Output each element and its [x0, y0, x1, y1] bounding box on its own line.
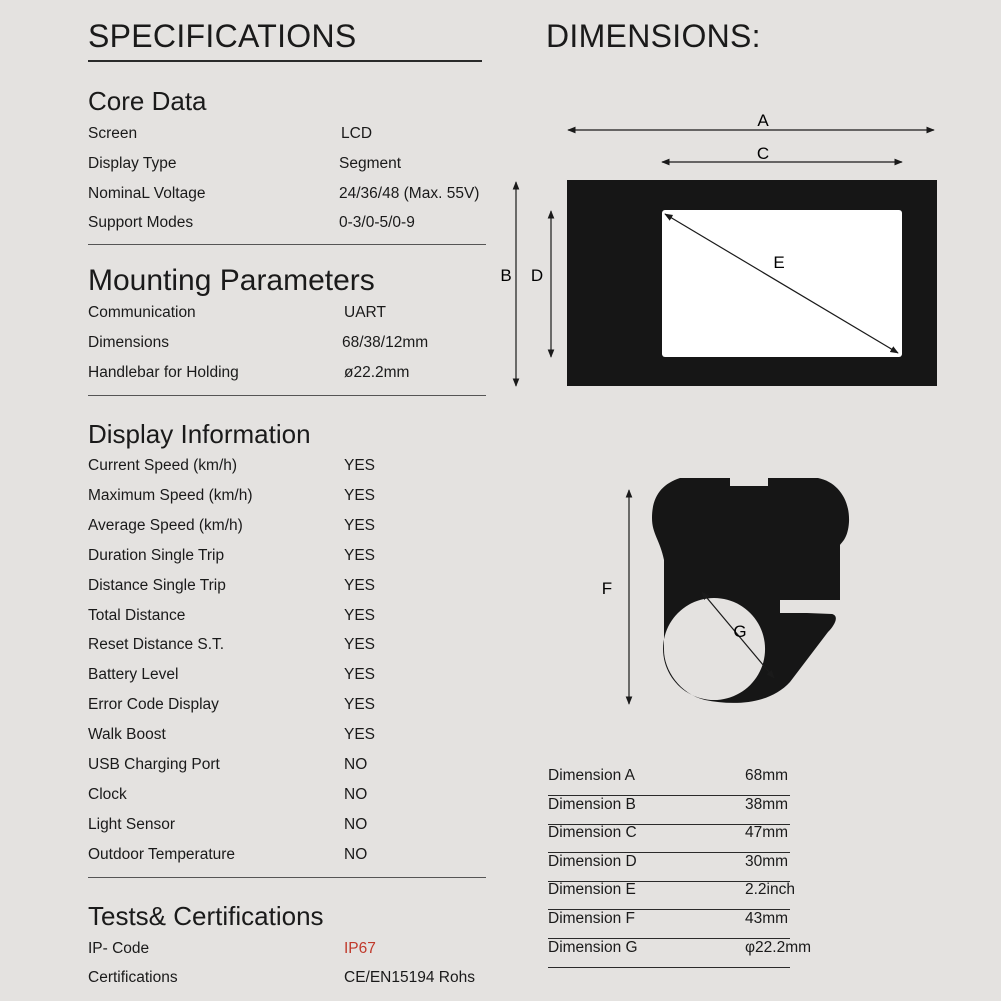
mounting-title: Mounting Parameters — [88, 264, 375, 297]
core-row-screen — [88, 125, 488, 155]
row-value: NO — [344, 785, 368, 803]
row-value: YES — [344, 696, 376, 714]
row-label: Total Distance — [88, 606, 186, 624]
dimension-label: Dimension E — [548, 881, 636, 899]
row-label: Reset Distance S.T. — [88, 636, 225, 654]
dimensions-heading: DIMENSIONS: — [546, 18, 761, 54]
label-f: F — [601, 579, 613, 598]
dimension-value: 38mm — [745, 795, 789, 813]
dimension-value: 30mm — [745, 852, 789, 870]
clamp-slot — [780, 600, 850, 613]
row-label: Current Speed (km/h) — [88, 457, 238, 474]
core-row-support-modes — [88, 214, 488, 244]
display-row-clock — [88, 786, 488, 816]
dimension-a-row — [548, 767, 790, 796]
display-info-title: Display Information — [88, 419, 311, 449]
mount-row-communication — [88, 304, 488, 334]
label-e: E — [773, 253, 785, 272]
ip-code-value: IP67 — [344, 940, 376, 957]
row-label: Support Modes — [88, 214, 194, 231]
dimension-b-row — [548, 796, 790, 825]
dimension-value: 2.2inch — [745, 881, 795, 899]
display-row-outdoor-temperature — [88, 846, 488, 876]
row-label: Display Type — [88, 155, 177, 172]
section-divider — [88, 395, 486, 396]
dimension-value: 47mm — [745, 824, 789, 842]
dimension-e-row — [548, 881, 795, 910]
label-a: A — [757, 111, 769, 130]
row-label: USB Charging Port — [88, 756, 220, 773]
row-value: LCD — [341, 125, 373, 142]
row-value: YES — [344, 516, 376, 534]
row-label: Average Speed (km/h) — [88, 516, 243, 534]
display-row-distance-single-trip — [88, 577, 488, 607]
dimension-value: φ22.2mm — [745, 938, 812, 956]
mount-row-dimensions — [88, 334, 488, 364]
row-label: Error Code Display — [88, 696, 219, 714]
display-row-total-distance — [88, 607, 488, 637]
label-c: C — [756, 144, 770, 163]
dimension-c-row — [548, 824, 790, 853]
row-label: Dimensions — [88, 334, 169, 351]
row-label: NominaL Voltage — [88, 185, 206, 202]
display-row-battery-level — [88, 666, 488, 696]
core-data-title: Core Data — [88, 86, 207, 116]
row-label: Distance Single Trip — [88, 576, 226, 594]
row-value: YES — [344, 457, 376, 474]
row-label: Certifications — [88, 969, 178, 986]
row-value: NO — [344, 815, 368, 833]
clamp-dimension-diagram — [590, 470, 860, 720]
row-label: Screen — [88, 125, 138, 142]
row-value: YES — [344, 576, 376, 594]
row-label: Outdoor Temperature — [88, 845, 236, 863]
dimension-value: 68mm — [745, 767, 789, 784]
row-value: YES — [344, 726, 376, 744]
dimension-g-row — [548, 938, 812, 968]
dimension-label: Dimension D — [548, 852, 637, 870]
tests-title: Tests& Certifications — [88, 901, 324, 931]
display-row-maximum-speed — [88, 487, 488, 517]
heading-underline — [88, 60, 482, 62]
display-row-duration-single-trip — [88, 547, 488, 577]
specifications-heading: SPECIFICATIONS — [88, 18, 357, 54]
tests-row-certifications — [88, 969, 488, 999]
dimension-label: Dimension A — [548, 767, 636, 784]
label-b: B — [500, 266, 512, 285]
dimension-d-row — [548, 853, 790, 882]
dimension-label: Dimension B — [548, 795, 636, 813]
display-row-error-code-display — [88, 696, 488, 726]
row-label: Duration Single Trip — [88, 546, 225, 564]
row-label: Battery Level — [88, 666, 179, 684]
row-label: Walk Boost — [88, 726, 166, 744]
row-label: Handlebar for Holding — [88, 364, 239, 381]
row-value: YES — [344, 666, 376, 684]
display-row-light-sensor — [88, 816, 488, 846]
display-row-usb-charging-port — [88, 756, 488, 786]
dimension-label: Dimension G — [548, 938, 638, 956]
display-row-walk-boost — [88, 726, 488, 756]
row-value: YES — [344, 486, 376, 504]
row-value: Segment — [339, 155, 402, 172]
display-row-current-speed — [88, 457, 488, 487]
section-divider — [88, 877, 486, 878]
row-label: Maximum Speed (km/h) — [88, 486, 253, 504]
clamp-body — [652, 478, 849, 703]
row-value: YES — [344, 606, 376, 624]
core-row-voltage — [88, 185, 488, 215]
mount-row-handlebar — [88, 364, 488, 394]
row-label: Light Sensor — [88, 815, 176, 833]
row-value: CE/EN15194 Rohs — [344, 969, 475, 986]
row-value: 24/36/48 (Max. 55V) — [339, 185, 480, 202]
display-row-reset-distance — [88, 636, 488, 666]
row-value: NO — [344, 845, 368, 863]
dimension-value: 43mm — [745, 910, 789, 927]
row-value: YES — [344, 546, 376, 564]
row-value: UART — [344, 304, 386, 321]
tests-row-ip-code — [88, 940, 488, 970]
row-label: IP- Code — [88, 940, 150, 957]
core-row-display-type — [88, 155, 488, 185]
row-value: ø22.2mm — [344, 364, 410, 381]
dimension-label: Dimension C — [548, 824, 637, 842]
dimension-f-row — [548, 910, 790, 939]
section-divider — [88, 244, 486, 245]
dimension-label: Dimension F — [548, 910, 635, 927]
display-dimension-diagram — [490, 100, 950, 400]
label-g: G — [733, 622, 747, 641]
display-row-average-speed — [88, 517, 488, 547]
row-label: Clock — [88, 785, 127, 803]
row-value: 68/38/12mm — [342, 334, 429, 351]
row-value: 0-3/0-5/0-9 — [339, 214, 415, 231]
label-d: D — [530, 266, 544, 285]
row-value: NO — [344, 756, 368, 773]
row-value: YES — [344, 636, 376, 654]
row-label: Communication — [88, 304, 196, 321]
